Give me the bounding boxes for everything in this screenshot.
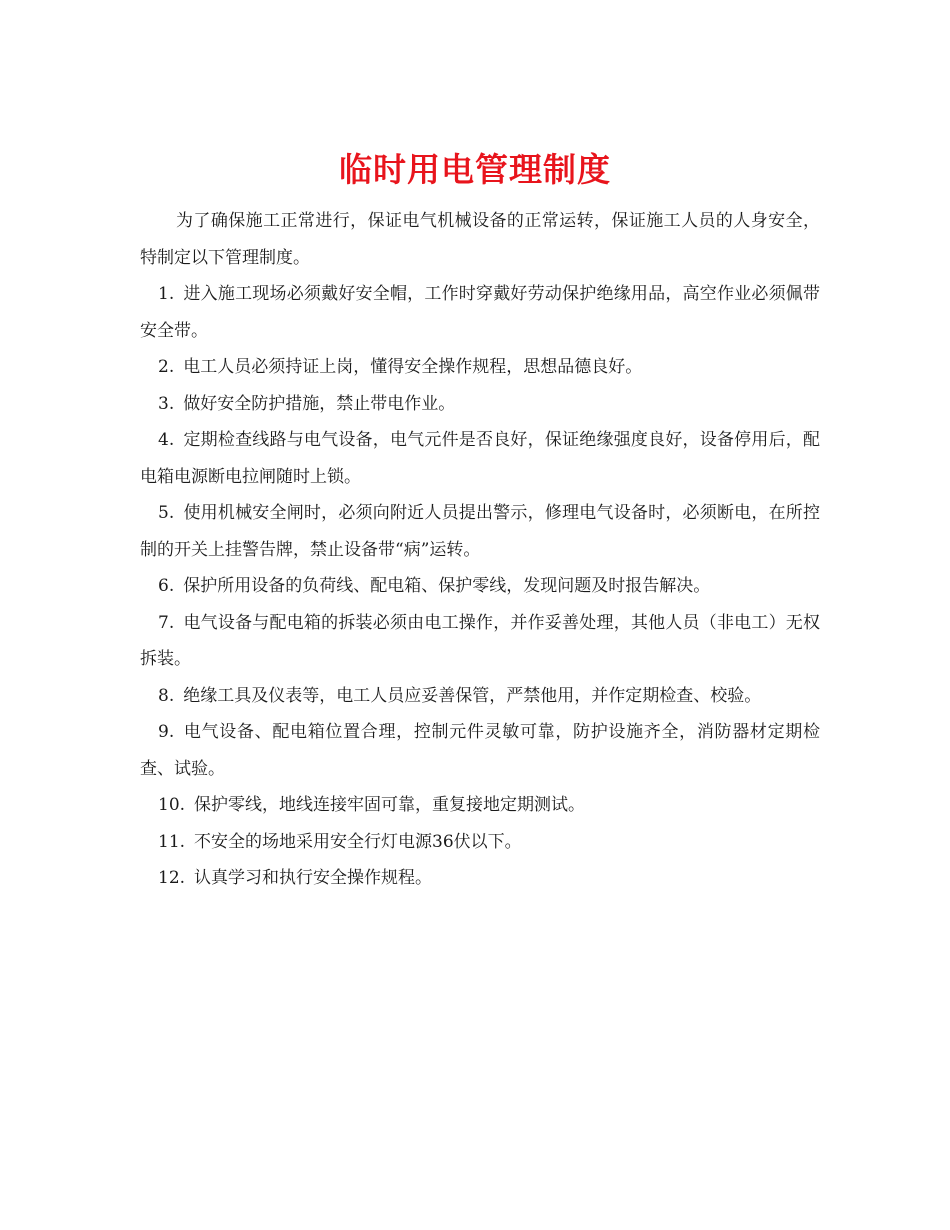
list-item: [140, 678, 820, 715]
item-number: 7.: [158, 612, 175, 633]
list-item: [140, 276, 820, 349]
item-number: 12.: [158, 868, 186, 888]
list-item: [140, 568, 820, 605]
item-text: 绝缘工具及仪表等，电工人员应妥善保管，严禁他用，并作定期检查、校验。: [183, 685, 762, 706]
list-item: [140, 605, 820, 678]
item-number: 6.: [158, 576, 175, 596]
item-number: 8.: [158, 685, 175, 706]
list-item: [140, 787, 820, 824]
item-text: 不安全的场地采用安全行灯电源36伏以下。: [194, 831, 522, 852]
item-text: 保护所用设备的负荷线、配电箱、保护零线，发现问题及时报告解决。: [183, 576, 711, 596]
item-number: 3.: [158, 393, 175, 414]
list-item: [140, 824, 820, 861]
item-text: 定期检查线路与电气设备，电气元件是否良好，保证绝缘强度良好，设备停用后，配电箱电源断电拉闸随时上锁。: [140, 430, 820, 487]
list-item: [140, 386, 820, 423]
item-number: 1.: [158, 284, 175, 304]
list-item: [140, 349, 820, 386]
list-item: [140, 422, 820, 495]
item-text: 电气设备与配电箱的拆装必须由电工操作，并作妥善处理，其他人员（非电工）无权拆装。: [140, 612, 820, 669]
list-item: [140, 495, 820, 568]
item-number: 5.: [158, 503, 175, 523]
document-body: [140, 203, 820, 897]
item-number: 9.: [158, 722, 175, 742]
item-number: 4.: [158, 430, 175, 450]
intro-paragraph: 为了确保施工正常进行，保证电气机械设备的正常运转，保证施工人员的人身安全，特制定以下管理制度。: [140, 211, 820, 268]
item-text: 进入施工现场必须戴好安全帽，工作时穿戴好劳动保护绝缘用品，高空作业必须佩带安全带。: [140, 284, 820, 341]
item-text: 认真学习和执行安全操作规程。: [194, 868, 433, 888]
item-text: 做好安全防护措施，禁止带电作业。: [183, 393, 456, 414]
item-number: 2.: [158, 357, 175, 377]
item-text: 电气设备、配电箱位置合理，控制元件灵敏可靠，防护设施齐全，消防器材定期检查、试验。: [140, 722, 820, 779]
document-title: 临时用电管理制度: [339, 150, 611, 190]
item-text: 使用机械安全闸时，必须向附近人员提出警示，修理电气设备时，必须断电，在所控制的开关上挂警告牌，禁止设备带“病”运转。: [140, 503, 820, 560]
item-number: 10.: [158, 795, 186, 815]
item-number: 11.: [158, 831, 186, 852]
list-item: [140, 860, 820, 897]
item-text: 保护零线，地线连接牢固可靠，重复接地定期测试。: [194, 795, 586, 815]
list-item: [140, 714, 820, 787]
item-text: 电工人员必须持证上岗，懂得安全操作规程，思想品德良好。: [183, 357, 643, 377]
